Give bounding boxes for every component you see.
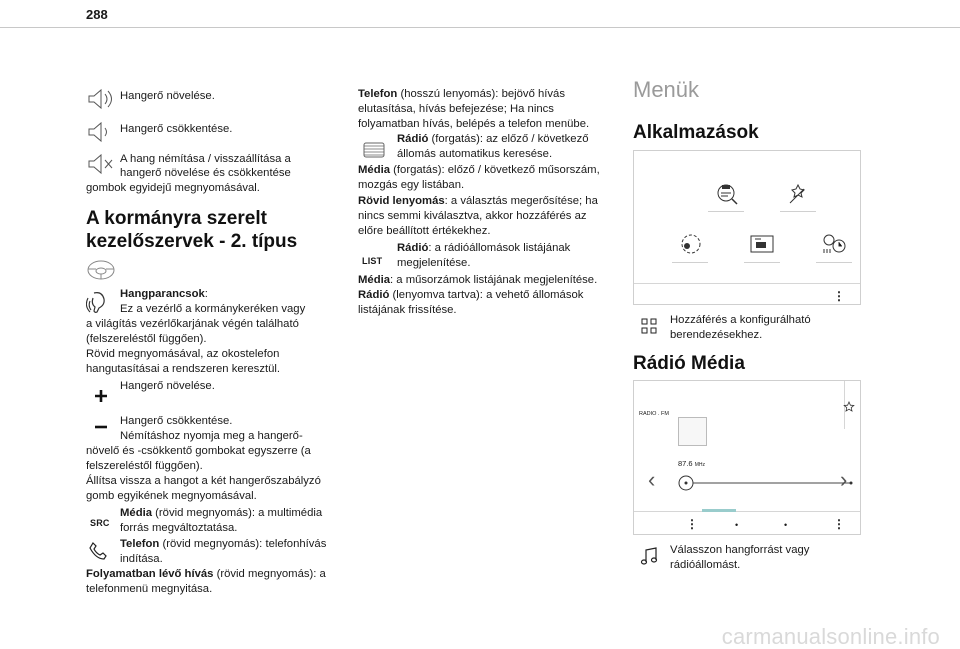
apps-kebab-icon[interactable]: ⋮: [833, 289, 845, 303]
apps-screen-divider: [634, 283, 860, 284]
connected-nav-app-icon[interactable]: [714, 181, 740, 207]
phone-text-1: [120, 537, 326, 552]
mute-text-1: A hang némítása / visszaállítása a: [120, 153, 291, 165]
volume-down-text: Hangerő csökkentése.: [120, 123, 233, 135]
list-media-text: [358, 273, 597, 288]
voice-colon: :: [204, 288, 208, 300]
volume-up-icon: [86, 87, 116, 111]
apps-screen: [633, 150, 861, 305]
clock-app-icon[interactable]: [820, 231, 848, 257]
minus-text-5: Állítsa vissza a hangot a két hangerőszabályzó: [86, 475, 321, 487]
header-divider: [0, 27, 960, 28]
call-text-2: telefonmenü megnyitása.: [86, 583, 213, 595]
media-rest: (forgatás): előző / következő műsorszám,: [390, 164, 600, 176]
src-rest: (rövid megnyomás): a multimédia: [152, 507, 323, 519]
car-info-app-icon[interactable]: [749, 233, 775, 255]
list-hold-text-1: [358, 288, 583, 303]
minus-text-4: felszereléstől függően).: [86, 460, 203, 472]
short-bold: Rövid lenyomás: [358, 195, 445, 207]
active-tab-indicator: [702, 509, 736, 512]
list-hold-bold: Rádió: [358, 289, 390, 301]
app-underline-5: [816, 262, 852, 263]
media-text-2: mozgás egy listában.: [358, 179, 465, 191]
prev-station-icon[interactable]: ‹: [648, 467, 656, 492]
list-radio-text-1: [397, 241, 570, 256]
radio-freq-unit: MHz: [694, 462, 705, 468]
phone-text-2: indítása.: [120, 553, 163, 565]
tel-text-3: folyamatban hívás, belépés a telefon menübe.: [358, 118, 590, 130]
list-badge: LIST: [362, 256, 383, 266]
list-media-bold: Média: [358, 274, 391, 286]
scroll-wheel-icon: [362, 141, 386, 159]
list-radio-text-2: megjelenítése.: [397, 257, 471, 269]
minus-icon: [93, 422, 109, 432]
voice-title: Hangparancsok: [120, 288, 205, 300]
menus-title: Menük: [633, 77, 700, 102]
section-title-line2: kezelőszervek - 2. típus: [86, 231, 298, 252]
list-radio-bold: Rádió: [397, 242, 429, 254]
apps-title: Alkalmazások: [633, 122, 759, 143]
short-rest: : a választás megerősítése; ha: [444, 195, 598, 207]
call-rest: (rövid megnyomás): a: [213, 568, 326, 580]
star-icon[interactable]: [843, 401, 855, 413]
music-note-icon: [640, 547, 658, 567]
src-badge: SRC: [90, 518, 110, 528]
voice-text-5: hangutasításai a rendszeren keresztül.: [86, 363, 281, 375]
volume-down-icon: [86, 120, 116, 144]
apps-caption-2: berendezésekhez.: [670, 329, 763, 341]
frequency-slider[interactable]: [674, 475, 858, 491]
src-text-2: forrás megváltoztatása.: [120, 522, 238, 534]
app-underline-2: [780, 211, 816, 212]
radio-dot-icon-1[interactable]: •: [735, 520, 739, 530]
radio-menu-kebab-icon[interactable]: ⋮: [686, 517, 698, 531]
src-text-1: [120, 506, 322, 521]
list-hold-rest: (lenyomva tartva): a vehető állomások: [389, 289, 584, 301]
voice-heading: [120, 287, 208, 302]
grid-icon: [641, 318, 657, 334]
radio-frequency: [678, 459, 705, 470]
radio-freq-value: 87.6: [678, 459, 693, 468]
settings-app-icon[interactable]: [678, 231, 704, 257]
tel-text-1: [358, 87, 565, 102]
page-number: 288: [86, 7, 108, 22]
steering-wheel-icon: [86, 259, 116, 281]
mute-icon: [86, 152, 116, 176]
lighting-app-icon[interactable]: [786, 181, 812, 207]
volume-up-text: Hangerő növelése.: [120, 90, 215, 102]
list-hold-text-2: listájának frissítése.: [358, 304, 457, 316]
plus-text: Hangerő növelése.: [120, 380, 215, 392]
radio-screen-divider-h: [634, 511, 860, 512]
radio-band-label: RADIO . FM: [639, 411, 669, 417]
radio-text-2: állomás automatikus keresése.: [397, 148, 553, 160]
voice-text-1: Ez a vezérlő a kormánykeréken vagy: [120, 303, 306, 315]
tel-text-2: elutasítása, hívás befejezése; Ha nincs: [358, 103, 554, 115]
apps-caption-1: Hozzáférés a konfigurálható: [670, 314, 811, 326]
media-bold: Média: [358, 164, 391, 176]
call-bold: Folyamatban lévő hívás: [86, 568, 214, 580]
section-title-line1: A kormányra szerelt: [86, 208, 267, 229]
minus-text-2: Némításhoz nyomja meg a hangerő-: [120, 430, 303, 442]
media-text-1: [358, 163, 600, 178]
tel-bold: Telefon: [358, 88, 398, 100]
src-bold: Média: [120, 507, 153, 519]
minus-text-1: Hangerő csökkentése.: [120, 415, 233, 427]
radio-rest: (forgatás): az előző / következő: [428, 133, 589, 145]
mute-text-2: hangerő növelése és csökkentése: [120, 167, 291, 179]
list-media-rest: : a műsorzámok listájának megjelenítése.: [390, 274, 598, 286]
radio-options-kebab-icon[interactable]: ⋮: [833, 517, 845, 531]
radio-caption-1: Válasszon hangforrást vagy: [670, 544, 810, 556]
list-radio-rest: : a rádióállomások listájának: [428, 242, 571, 254]
plus-icon: [93, 388, 109, 404]
radio-media-title: Rádió Média: [633, 353, 745, 374]
station-artwork: [678, 417, 707, 446]
phone-icon: [88, 540, 110, 562]
tel-rest: (hosszú lenyomás): bejövő hívás: [397, 88, 565, 100]
radio-caption-2: rádióállomást.: [670, 559, 741, 571]
short-text-3: előre beállított értékekhez.: [358, 225, 491, 237]
app-underline-3: [672, 262, 708, 263]
radio-dot-icon-2[interactable]: •: [784, 520, 788, 530]
short-text-1: [358, 194, 598, 209]
radio-screen: [633, 380, 861, 535]
minus-text-3: növelő és -csökkentő gombokat egyszerre (a: [86, 445, 311, 457]
voice-text-3: (felszereléstől függően).: [86, 333, 207, 345]
phone-rest: (rövid megnyomás): telefonhívás: [159, 538, 327, 550]
next-station-icon[interactable]: ›: [840, 467, 848, 492]
app-underline-4: [744, 262, 780, 263]
short-text-2: nincs semmi kiválasztva, akkor hozzáférés az: [358, 210, 587, 222]
phone-bold: Telefon: [120, 538, 160, 550]
voice-command-icon: [86, 289, 112, 315]
radio-text-1: [397, 132, 589, 147]
mute-text-3: gombok egyidejű megnyomásával.: [86, 182, 260, 194]
voice-text-4: Rövid megnyomásával, az okostelefon: [86, 348, 280, 360]
app-underline-1: [708, 211, 744, 212]
call-text-1: [86, 567, 326, 582]
voice-text-2: a világítás vezérlőkarjának végén található: [86, 318, 299, 330]
watermark: carmanualsonline.info: [721, 624, 940, 649]
radio-bold: Rádió: [397, 133, 429, 145]
minus-text-6: gomb egyikének megnyomásával.: [86, 490, 257, 502]
